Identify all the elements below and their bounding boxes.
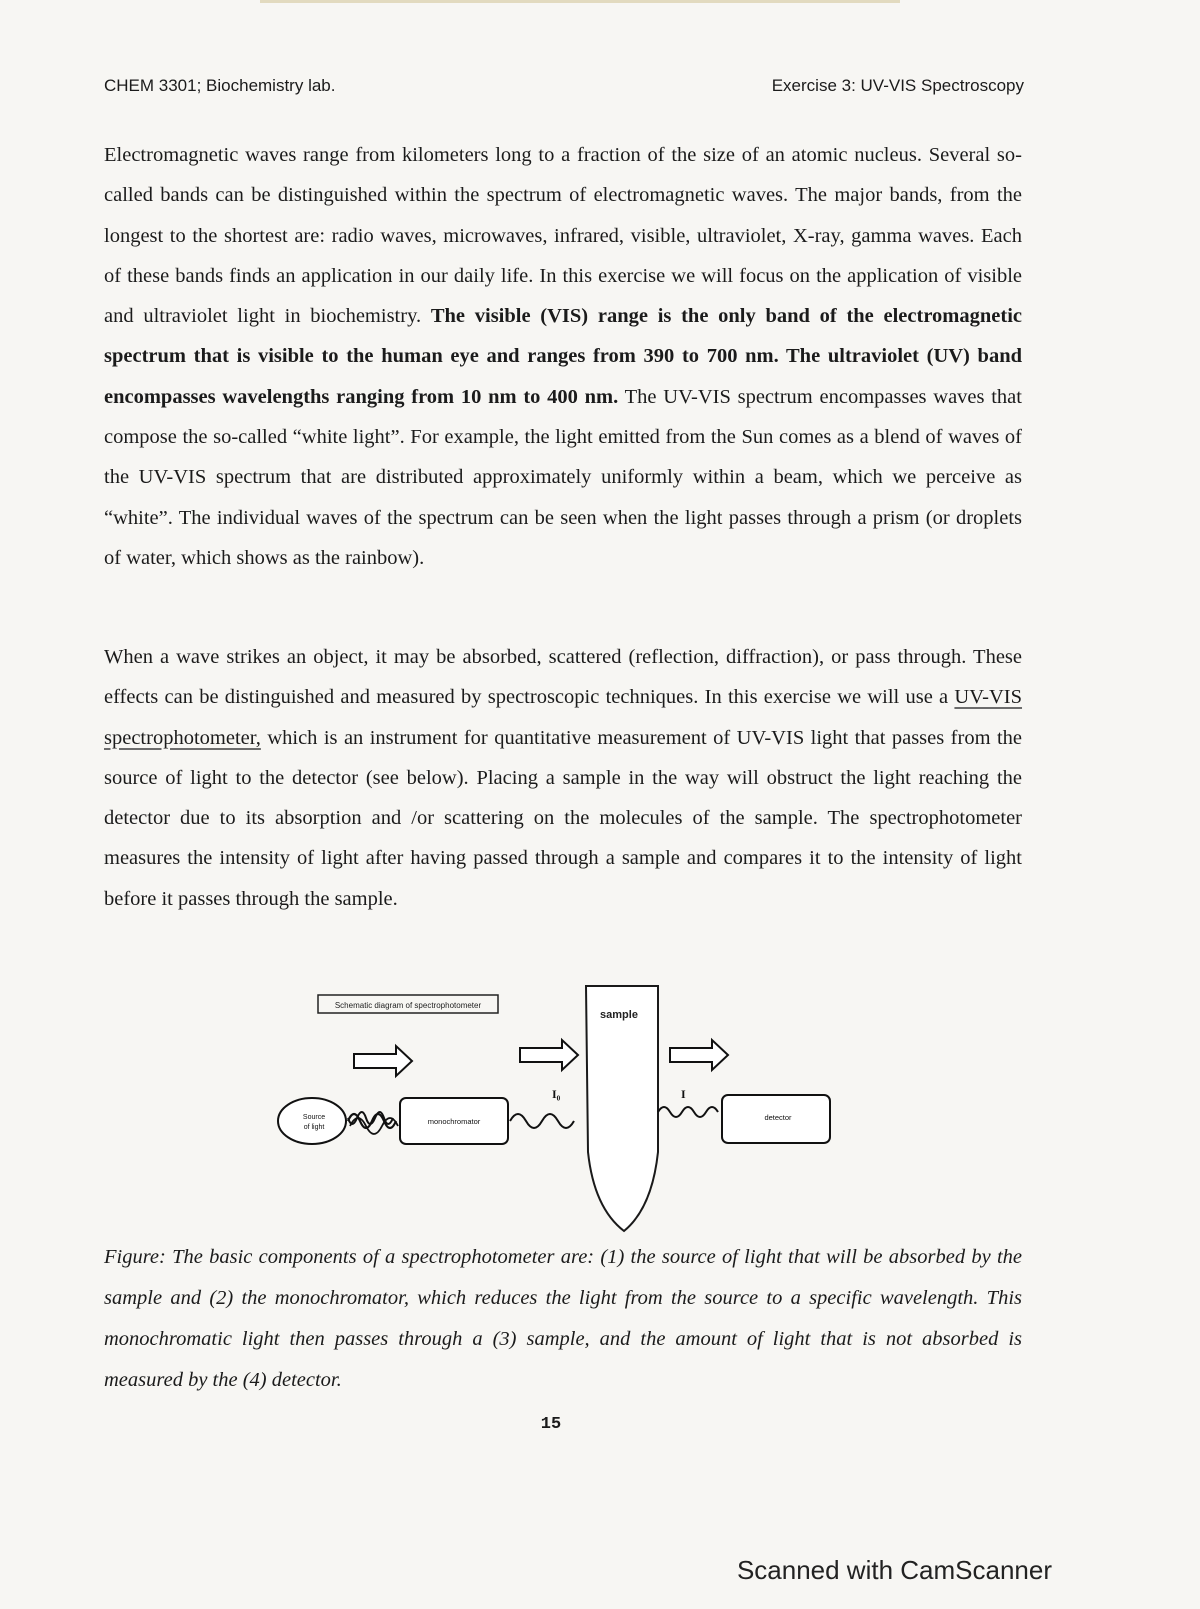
transmitted-wave <box>658 1107 718 1117</box>
page-header <box>104 72 1024 102</box>
paragraph-electromagnetic-waves <box>104 135 1022 578</box>
arrow-icon-3 <box>670 1040 728 1070</box>
monochromatic-wave-in <box>510 1114 574 1128</box>
page-number: 15 <box>540 1415 562 1434</box>
arrow-icon-2 <box>520 1040 578 1070</box>
paragraph2-part-c: which is an instrument for quantitative measurement of UV-VIS light that passes from the source of light to the detector (see below). Placing a sample in the way will obstruct the light reaching the detector due to its absorption and /or scattering on the molecules of the sample. The spectrophotometer measures the intensity of light after having passed through a sample and compares it to the intensity of light before it passes through the sample. <box>104 726 1022 910</box>
page-top-edge <box>260 0 900 3</box>
sample-cuvette <box>586 986 658 1231</box>
paragraph1-sentence-3: The UV-VIS spectrum encompasses waves that compose the so-called “white light”. For example, the light emitted from the Sun comes as a blend of waves of the UV-VIS spectrum that are distributed approximately uniformly within a beam, which we perceive as “white”. The individual waves of the spectrum can be seen when the light passes through a prism (or droplets of water, which shows as the rainbow). <box>104 385 1022 569</box>
paragraph2-underlined-term: UV-VIS spectrophotometer, <box>104 686 1023 749</box>
paragraph1-bold-ranges: The visible (VIS) range is the only band of the electromagnetic spectrum that is visible to the human eye and ranges from 390 to 700 nm. The ultraviolet (UV) band encompasses wavelengths ranging from 10 nm to 400 nm. <box>104 305 1023 408</box>
paragraph1-sentence-1: Electromagnetic waves range from kilometers long to a fraction of the size of an atomic nucleus. Several so-called bands can be distinguished within the spectrum of electromagnetic waves. The major bands, from the longest to the shortest are: radio waves, microwaves, infrared, visible, ultraviolet, X-ray, gamma waves. Each of these bands finds an application in our daily life. In this exercise we will focus on the application of visible and ultraviolet light in biochemistry. <box>104 144 1022 328</box>
exercise-title: Exercise 3: UV-VIS Spectroscopy <box>771 76 1024 95</box>
arrow-icon-1 <box>354 1046 412 1076</box>
sample-label: sample <box>600 1009 638 1021</box>
source-label-line1: Source <box>302 1114 326 1121</box>
transmitted-intensity-label: I <box>681 1087 686 1101</box>
diagram-title: Schematic diagram of spectrophotometer <box>334 1001 482 1010</box>
course-title: CHEM 3301; Biochemistry lab. <box>104 76 336 95</box>
monochromator-label: monochromator <box>427 1117 481 1126</box>
scanner-watermark: Scanned with CamScanner <box>736 1555 1052 1585</box>
light-source <box>278 1098 346 1144</box>
detector-label: detector <box>764 1113 792 1122</box>
incident-intensity-label: I₀ <box>552 1087 561 1101</box>
paragraph2-part-a: When a wave strikes an object, it may be absorbed, scattered (reflection, diffraction), or pass through. These effects can be distinguished and measured by spectroscopic techniques. In this exercise we will use a <box>104 646 1022 709</box>
source-label-line2: of light <box>303 1124 325 1131</box>
paragraph-spectrophotometer <box>104 637 1022 919</box>
figure-caption: Figure: The basic components of a spectrophotometer are: (1) the source of light that will be absorbed by the sample and (2) the monochromator, which reduces the light from the source to a specific wavelength. This monochromatic light then passes through a (3) sample, and the amount of light that is not absorbed is measured by the (4) detector. <box>104 1246 1022 1391</box>
spectrophotometer-diagram <box>0 980 1200 1240</box>
